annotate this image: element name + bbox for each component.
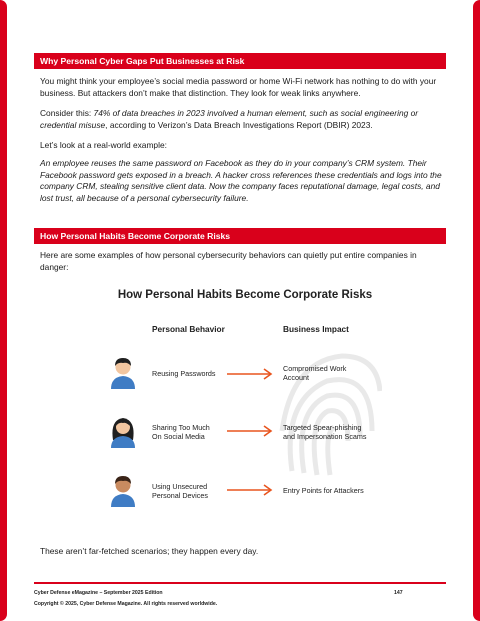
behavior-2-line-1: Sharing Too Much: [152, 423, 210, 432]
behavior-label-3: [152, 482, 208, 500]
impact-2-line-2: and Impersonation Scams: [283, 432, 367, 441]
column-header-personal-behavior: Personal Behavior: [152, 324, 225, 334]
section-heading-personal-habits: How Personal Habits Become Corporate Risks: [34, 228, 446, 244]
arrow-right-icon: [226, 483, 276, 497]
arrow-right-icon: [226, 367, 276, 381]
behavior-3-line-1: Using Unsecured: [152, 482, 208, 491]
statistic-quote: 74% of data breaches in 2023 involved a human element, such as social engineering or credential misuse: [40, 108, 419, 130]
right-edge-bar: [473, 0, 480, 621]
impact-label-3: [283, 486, 364, 495]
paragraph-examples-intro: Here are some examples of how personal cybersecurity behaviors can quietly put entire companies in danger:: [40, 250, 417, 272]
left-edge-bar: [0, 0, 7, 621]
footer-page-number: 147: [394, 590, 403, 596]
habits-risks-infographic: [100, 283, 390, 511]
statistic-prefix: Consider this:: [40, 108, 94, 118]
paragraph-intro: You might think your employee’s social media password or home Wi-Fi network has nothing to do with your business. But attackers don’t make that distinction. They look for weak links anywhere.: [40, 76, 437, 98]
paragraph-example: An employee reuses the same password on Facebook as they do in your company’s CRM system. Their Facebook password gets exposed in a breach. A hacker cross references these credentials and logs into the company CRM, stealing sensitive client data. Now the company faces reputational damage, legal costs, and lost trust, all because of a personal cybersecurity failure.: [40, 158, 442, 203]
woman-avatar-icon: [108, 414, 138, 448]
behavior-3-line-2: Personal Devices: [152, 491, 208, 500]
column-header-business-impact: Business Impact: [283, 324, 349, 334]
impact-label-1: [283, 364, 346, 382]
section-heading-cyber-gaps: Why Personal Cyber Gaps Put Businesses at Risk: [34, 53, 446, 69]
impact-2-line-1: Targeted Spear-phishing: [283, 423, 362, 432]
infographic-title: How Personal Habits Become Corporate Risks: [117, 289, 373, 301]
paragraph-closing: These aren’t far-fetched scenarios; they happen every day.: [40, 546, 259, 556]
paragraph-example-lead: Let’s look at a real-world example:: [40, 140, 167, 150]
behavior-1-line-1: Reusing Passwords: [152, 369, 216, 378]
arrow-right-icon: [226, 424, 276, 438]
footer-copyright: Copyright © 2025, Cyber Defense Magazine. All rights reserved worldwide.: [34, 601, 218, 607]
impact-3-line-1: Entry Points for Attackers: [283, 486, 364, 495]
footer-divider: [34, 582, 446, 584]
man-avatar-icon: [108, 355, 138, 389]
fingerprint-watermark-icon: [272, 341, 382, 481]
behavior-2-line-2: On Social Media: [152, 432, 205, 441]
impact-1-line-2: Account: [283, 373, 309, 382]
impact-1-line-1: Compromised Work: [283, 364, 347, 373]
impact-label-2: [283, 423, 367, 441]
footer-edition: Cyber Defense eMagazine – September 2025 Edition: [34, 590, 163, 596]
man-avatar-icon: [108, 473, 138, 507]
statistic-suffix: , according to Verizon’s Data Breach Investigations Report (DBIR) 2023.: [105, 119, 373, 130]
paragraph-statistic: [40, 108, 442, 131]
behavior-label-2: [152, 423, 210, 441]
behavior-label-1: [152, 369, 216, 378]
